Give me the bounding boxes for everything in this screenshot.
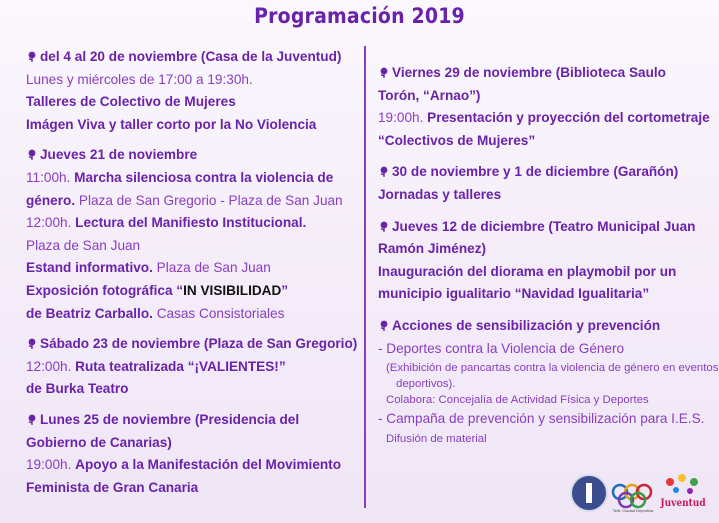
rose-icon bbox=[378, 220, 390, 232]
event-detail: género. Plaza de San Gregorio - Plaza de San Juan bbox=[26, 192, 343, 208]
heading-text: Acciones de sensibilización y prevención bbox=[392, 317, 661, 333]
heading-text: del 4 al 20 de noviembre (Casa de la Juventud) bbox=[40, 49, 342, 64]
action-note: Colabora: Concejalía de Actividad Física y Deportes bbox=[386, 394, 649, 407]
youth-logo bbox=[660, 472, 706, 516]
left-column bbox=[26, 46, 362, 499]
action-note: (Exhibición de pancartas contra la violencia de género en eventos bbox=[386, 362, 719, 375]
action-item: - Deportes contra la Violencia de Género bbox=[378, 340, 625, 356]
action-item: - Campaña de prevención y sensibilización para I.E.S. bbox=[378, 411, 705, 427]
event-heading bbox=[378, 216, 713, 239]
event-heading bbox=[26, 144, 362, 167]
sports-city-caption: Teld. Ciudad Deportiva bbox=[612, 508, 654, 513]
page-title: Programación 2019 bbox=[254, 4, 465, 28]
column-divider bbox=[364, 46, 366, 508]
event-detail: 11:00h. Marcha silenciosa contra la violencia de bbox=[26, 169, 334, 185]
event-detail: 12:00h. Ruta teatralizada “¡VALIENTES!” bbox=[26, 358, 286, 374]
rose-icon bbox=[26, 413, 38, 425]
event-detail: Feminista de Gran Canaria bbox=[26, 479, 199, 495]
event-detail: de Burka Teatro bbox=[26, 381, 129, 397]
event-heading-cont: Gobierno de Canarias) bbox=[26, 434, 172, 450]
event-detail: Jornadas y talleres bbox=[378, 186, 502, 202]
rose-icon bbox=[26, 50, 38, 62]
event-heading bbox=[26, 46, 362, 69]
event-detail: municipio igualitario “Navidad Igualitaria” bbox=[378, 286, 650, 302]
right-column bbox=[378, 62, 719, 447]
municipal-logo bbox=[570, 474, 608, 512]
rose-icon bbox=[378, 66, 390, 78]
event-detail: 12:00h. Lectura del Manifiesto Institucional. bbox=[26, 215, 307, 231]
rose-icon bbox=[26, 148, 38, 160]
heading-text: Viernes 29 de noviembre (Biblioteca Saulo bbox=[392, 65, 666, 80]
event-detail: Talleres de Colectivo de Mujeres bbox=[26, 94, 236, 110]
heading-text: 30 de noviembre y 1 de diciembre (Garañón) bbox=[392, 164, 679, 180]
event-detail: Imágen Viva y taller corto por la No Violencia bbox=[26, 116, 317, 132]
rose-icon bbox=[26, 337, 38, 349]
event-detail: Estand informativo. Plaza de San Juan bbox=[26, 260, 271, 276]
event-heading bbox=[378, 161, 713, 184]
youth-logo-text: Juventud bbox=[660, 498, 706, 509]
event-heading bbox=[378, 315, 713, 338]
rose-icon bbox=[378, 165, 390, 177]
action-note: Difusión de material bbox=[386, 432, 487, 445]
event-detail: 19:00h. Presentación y proyección del cortometraje bbox=[378, 110, 710, 126]
event-detail: de Beatriz Carballo. Casas Consistoriales bbox=[26, 305, 285, 321]
event-heading bbox=[26, 333, 362, 356]
event-detail: Lunes y miércoles de 17:00 a 19:30h. bbox=[26, 71, 253, 87]
event-heading-cont: Torón, “Arnao”) bbox=[378, 87, 481, 103]
heading-text: Jueves 21 de noviembre bbox=[40, 147, 198, 163]
heading-text: Lunes 25 de noviembre (Presidencia del bbox=[40, 411, 300, 427]
rose-icon bbox=[378, 319, 390, 331]
event-detail: “Colectivos de Mujeres” bbox=[378, 132, 536, 148]
event-detail: Exposición fotográfica “IN VISIBILIDAD” bbox=[26, 282, 289, 298]
heading-text: Sábado 23 de noviembre (Plaza de San Gregorio) bbox=[40, 336, 358, 352]
heading-text: Jueves 12 de diciembre (Teatro Municipal Juan bbox=[392, 218, 696, 234]
event-detail: 19:00h. Apoyo a la Manifestación del Movimiento bbox=[26, 457, 342, 473]
event-detail: Plaza de San Juan bbox=[26, 237, 141, 253]
action-note: deportivos). bbox=[396, 378, 456, 391]
event-heading-cont: Ramón Jiménez) bbox=[378, 241, 487, 257]
event-heading bbox=[26, 409, 362, 432]
event-heading bbox=[378, 62, 713, 85]
event-detail: Inauguración del diorama en playmobil por un bbox=[378, 263, 677, 279]
